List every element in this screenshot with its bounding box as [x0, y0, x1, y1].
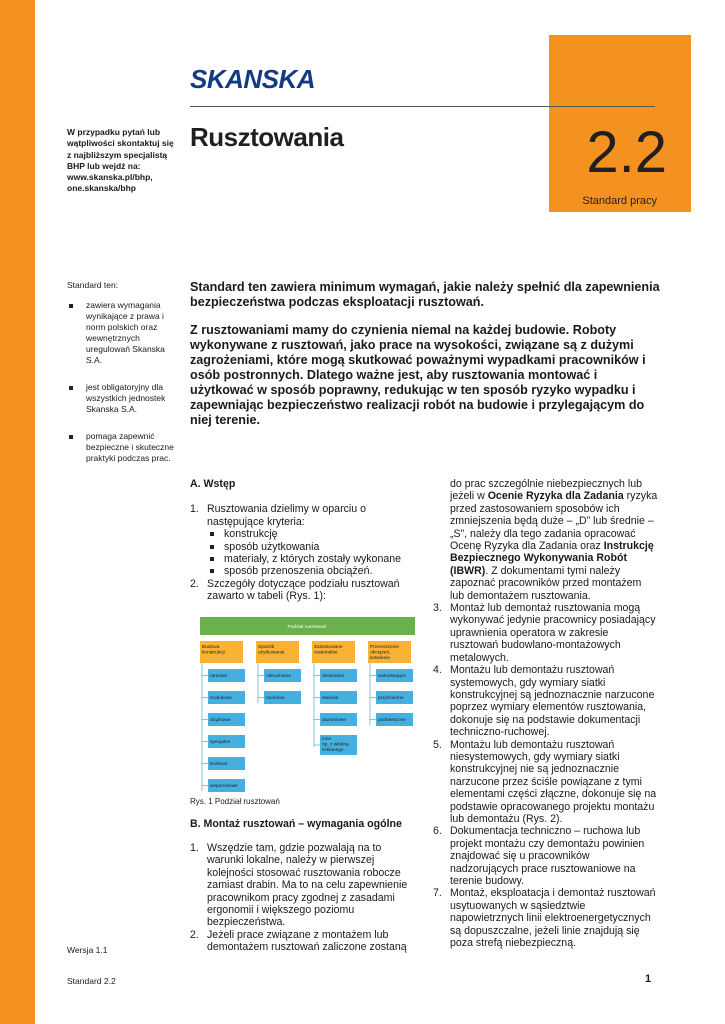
criteria-item: sposób przenoszenia obciążeń. [207, 565, 415, 577]
section-b-item-4: Montażu lub demontażu rusztowań systemowych, gdy wymiary siatki konstrukcyjnej są jednoznacznie narzucone poprzez wymiary elementów rusztowania, dokonuje się na podstawie dokumentacji techniczno-ruchowej. [450, 664, 655, 739]
diagram-group-label: Przenoszenie obciążeń, kotwienie [370, 645, 400, 662]
list-item: 4. Montażu lub demontażu rusztowań systemowych, gdy wymiary siatki konstrukcyjnej są jednoznacznie narzucone poprzez wymiary elementów rusztowania, dokonuje się na podstawie dokumentacji techniczno-ruchowej. [433, 664, 655, 739]
diagram-group-label: Budowa konstrukcji [202, 645, 225, 656]
version-label: Wersja 1.1 [67, 945, 108, 955]
list-item: 5. Montażu lub demontażu rusztowań niesystemowych, gdy wymiary siatki konstrukcyjnej nie są jednoznacznie narzucone przez ściśle powiązane z tymi elementami części złączne, dokonuje się na podstawie opracowanego projektu montażu lub demontażu (Rys. 2). [433, 738, 657, 825]
list-item: 7. Montaż, eksploatacja i demontaż rusztowań usytuowanych w sąsiedztwie napowietrznych linii elektroenergetycznych są dopuszczalne, jeżeli linie znajdują się poza strefą niebezpieczną. [433, 887, 656, 950]
section-b-list-continued [433, 602, 658, 949]
list-item: 2. Szczegóły dotyczące podziału rusztowań zawarto w tabeli (Rys. 1): [190, 577, 400, 603]
criteria-list [207, 528, 415, 578]
diagram-item-label: drewniane [322, 674, 345, 679]
diagram-item-label: ruchome [266, 696, 285, 701]
criteria-item: sposób użytkowania [207, 541, 415, 553]
figure-caption: Rys. 1 Podział rusztowań [190, 797, 280, 806]
section-a-item-2: Szczegóły dotyczące podziału rusztowań zawarto w tabeli (Rys. 1): [207, 577, 400, 603]
standard-label: Standard pracy [582, 195, 657, 207]
diagram-item-label: nieruchome [266, 674, 292, 679]
section-b-item-6: Dokumentacja techniczno – ruchowa lub projekt montażu czy demontażu powinien znajdować się u pracowników nadzorujących prace rusztowaniowe na terenie budowy. [450, 825, 645, 887]
text-run: ryzyka przed zastosowaniem sposobów ich zmniejszenia będą duże – „D” lub średnie – „S”, należy dla tego zadania opracować Ocenę Ryzyka dla Zadania oraz [450, 490, 658, 553]
header-divider [190, 106, 655, 107]
diagram-item-label: specjalne [210, 740, 231, 745]
diagram-item-label: wspornikowe [210, 784, 238, 789]
list-item: 2. Jeżeli prace związane z montażem lub demontażem rusztowań zaliczone zostaną [190, 928, 407, 954]
column-left [190, 478, 415, 603]
diagram-item-label: inne np. z włókna szklanego [322, 737, 349, 754]
lead-paragraph-2: Z rusztowaniami mamy do czynienia niemal na każdej budowie. Roboty wykonywane z rusztowań, jako prace na wysokości, związane są z dużymi zagrożeniami, które mogą skutkować poważnymi wypadkami pracowników i osób postronnych. Dlatego ważne jest, aby rusztowania montować i użytkować w sposób poprawny, redukując w ten sposób ryzyko wypadku i zapewniając bezpieczeństwo realizacji robót na budowie i przylegającym do niej terenie. [190, 323, 646, 427]
ibwr-term: Instrukcję Bezpiecznego Wykonywania Robót (IBWR) [450, 540, 654, 577]
page-number: 1 [645, 973, 652, 985]
text-run: . Z dokumentami tymi należy zapoznać pracowników przed montażem lub demontażem rusztowania. [450, 564, 642, 602]
diagram-item-label: przyścienne [378, 696, 404, 701]
diagram-item-label: wolnostojące [378, 674, 406, 679]
section-b-item-3: Montaż lub demontaż rusztowania mogą wykonywać jedynie pracownicy posiadający uprawnienia operatora w zakresie rusztowań budowlano-montażowych metalowych. [450, 602, 656, 664]
left-accent-bar [0, 0, 35, 1024]
diagram-item-label: stalowe [322, 696, 339, 701]
diagram-root-label: Podział rusztowań [287, 625, 327, 630]
sidebar-item: jest obligatoryjny dla wszystkich jednostek Skanska S.A. [67, 382, 182, 415]
criteria-item: konstrukcję [207, 528, 415, 540]
section-b-item-1: Wszędzie tam, gdzie pozwalają na to warunki lokalne, należy w pierwszej kolejności stosować rusztowania robocze zamiast drabin. Ma to na celu zapewnienie pracownikom pracy zgodnej z zasadami ergonomii i większego poziomu bezpieczeństwa. [207, 842, 408, 929]
diagram-item-label: modułowe [210, 696, 232, 701]
diagram-item-label: ramowe [210, 674, 228, 679]
section-a-list [190, 503, 415, 602]
list-item: 1. Rusztowania dzielimy w oparciu o następujące kryteria: konstrukcję sposób użytkowania materiały, z których zostały wykonane sposób przenoszenia obciążeń. [190, 503, 415, 577]
column-right [433, 478, 658, 949]
text-run: do prac szczególnie niebezpiecznych lub jeżeli w [450, 478, 642, 503]
section-b-item-2: Jeżeli prace związane z montażem lub demontażem rusztowań zaliczone zostaną [207, 928, 407, 954]
section-a-heading: A. Wstęp [190, 478, 236, 490]
page-title: Rusztowania [190, 122, 344, 152]
sidebar-list [67, 300, 182, 480]
standard-number: 2.2 [586, 120, 667, 185]
section-b-item-5: Montażu lub demontażu rusztowań niesystemowych, gdy wymiary siatki konstrukcyjnej nie są jednoznacznie narzucone przez ściśle powiązane z tymi elementami części złączne, dokonuje się na podstawie opracowanego projektu montażu lub demontażu (Rys. 2). [450, 738, 657, 825]
risk-assessment-term: Ocenie Ryzyka dla Zadania [487, 490, 624, 503]
section-a-item-1: Rusztowania dzielimy w oparciu o następujące kryteria: [207, 503, 366, 528]
diagram-item-label: drążkowe [210, 718, 231, 723]
criteria-item: materiały, z których zostały wykonane [207, 553, 415, 565]
diagram-item-label: kozłowe [210, 762, 228, 767]
diagram-group-label: Zastosowane materiałów [314, 645, 343, 656]
section-b-item-7: Montaż, eksploatacja i demontaż rusztowań usytuowanych w sąsiedztwie napowietrznych linii elektroenergetycznych są dopuszczalne, jeżeli linie znajdują się poza strefą niebezpieczną. [450, 887, 656, 950]
section-b-item-2-continued [433, 478, 658, 602]
sidebar-item: zawiera wymagania wynikające z prawa i norm polskich oraz wewnętrznych uregulowań Skanska S.A. [67, 300, 182, 366]
lead-paragraph-1: Standard ten zawiera minimum wymagań, jakie należy spełnić dla zapewnienia bezpieczeństwa podczas eksploatacji rusztowań. [190, 280, 660, 309]
skanska-logo: SKANSKA [190, 64, 316, 94]
section-b-list [190, 842, 415, 954]
section-b-heading: B. Montaż rusztowań – wymagania ogólne [190, 818, 402, 830]
diagram-item-label: podwieszone [378, 718, 407, 723]
section-b-body [190, 842, 415, 954]
sidebar-heading: Standard ten: [67, 280, 119, 290]
footer-standard: Standard 2.2 [67, 976, 116, 986]
list-item: 6. Dokumentacja techniczno – ruchowa lub projekt montażu czy demontażu powinien znajdować się u pracowników nadzorujących prace rusztowaniowe na terenie budowy. [433, 825, 645, 887]
sidebar-item: pomaga zapewnić bezpieczne i skuteczne praktyki podczas prac. [67, 431, 182, 464]
list-item: 1. Wszędzie tam, gdzie pozwalają na to warunki lokalne, należy w pierwszej kolejności stosować rusztowania robocze zamiast drabin. Ma to na celu zapewnienie pracownikom pracy zgodnej z zasadami ergonomii i większego poziomu bezpieczeństwa. [190, 842, 408, 929]
diagram-group-label: Sposób użytkowania [258, 645, 285, 656]
scaffolding-classification-diagram [190, 615, 415, 795]
list-item: 3. Montaż lub demontaż rusztowania mogą wykonywać jedynie pracownicy posiadający uprawnienia operatora w zakresie rusztowań budowlano-montażowych metalowych. [433, 602, 656, 664]
contact-note: W przypadku pytań lub wątpliwości skontaktuj się z najbliższym specjalistą BHP lub wejdź na: www.skanska.pl/bhp, one.skanska/bhp [67, 127, 174, 194]
diagram-item-label: aluminiowe [322, 718, 346, 723]
